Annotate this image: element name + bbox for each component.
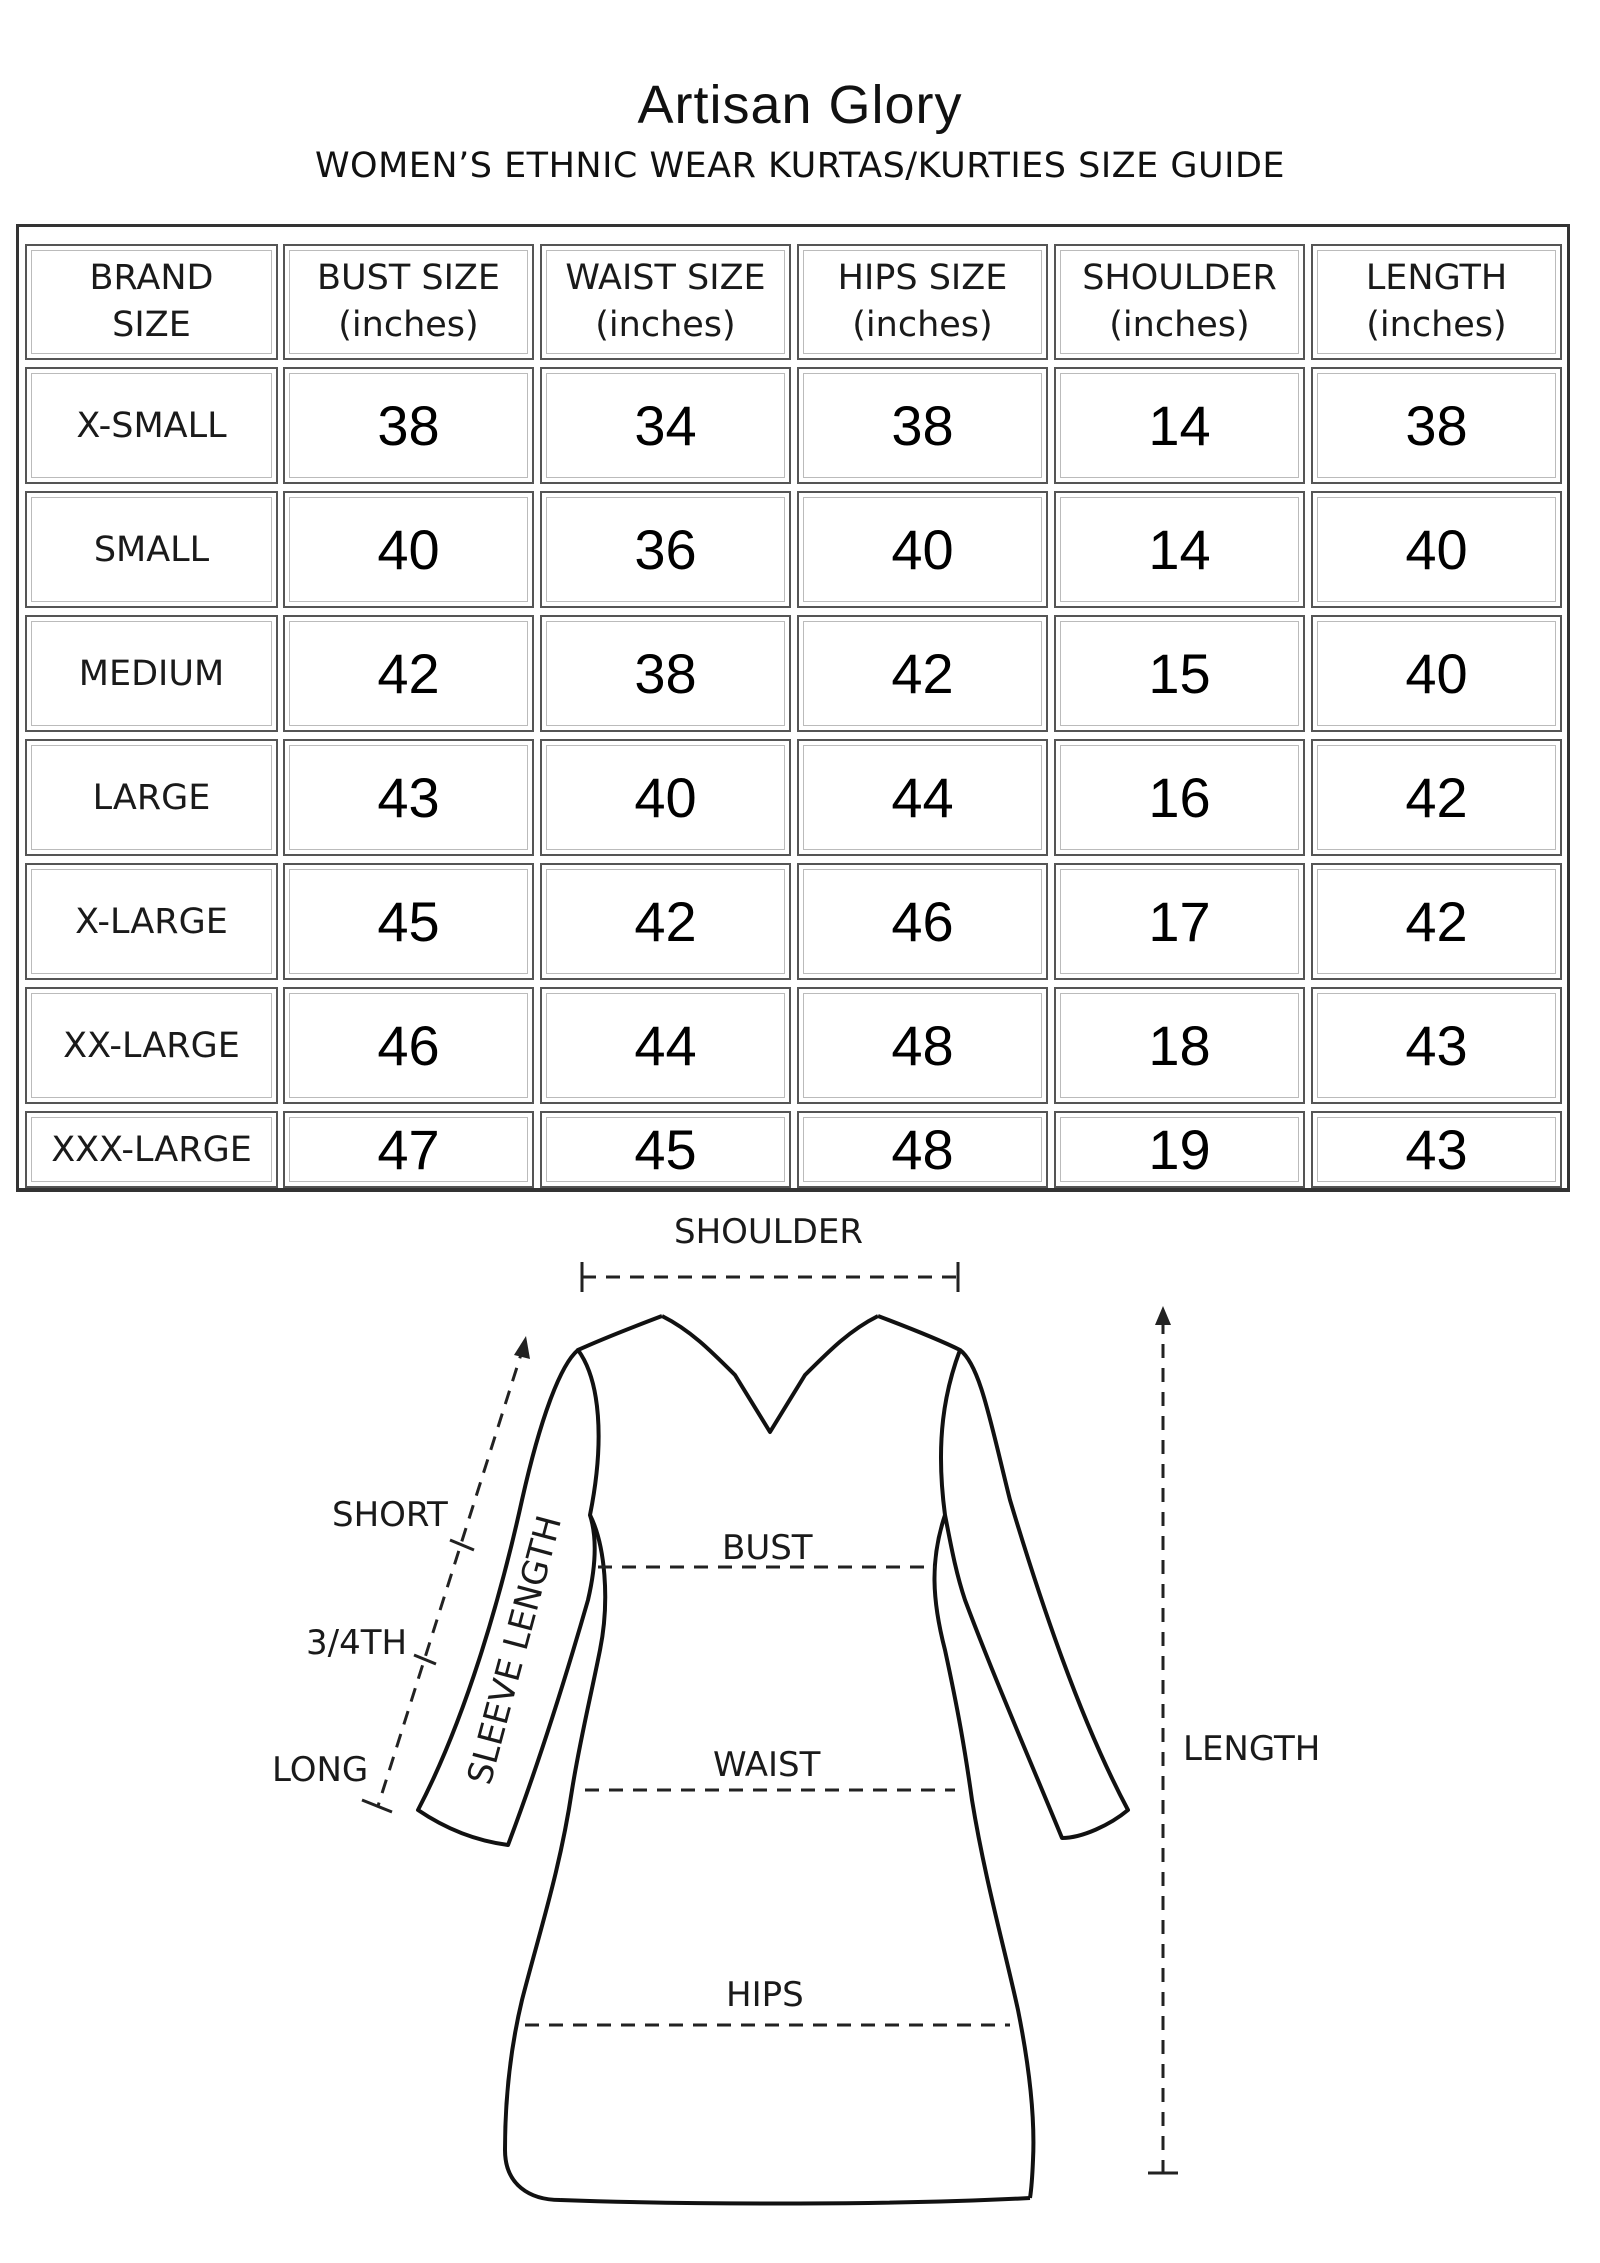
row-size-label: X-LARGE (25, 863, 278, 980)
header-line: (inches) (595, 305, 736, 345)
short-label: SHORT (332, 1495, 448, 1535)
shoulder-value: 15 (1054, 615, 1305, 732)
header-line: LENGTH (1365, 257, 1508, 298)
long-label: LONG (272, 1750, 369, 1790)
body-measure-lines (525, 1567, 1010, 2025)
waist-value: 44 (540, 987, 791, 1104)
length-arrow-head (1155, 1306, 1171, 1325)
hips-label: HIPS (726, 1975, 804, 2015)
header-line: HIPS SIZE (837, 257, 1008, 298)
header-line: BRAND (89, 257, 214, 298)
length-value: 43 (1311, 987, 1562, 1104)
length-measure-line (1148, 1320, 1178, 2173)
row-size-label: LARGE (25, 739, 278, 856)
hips-value: 44 (797, 739, 1048, 856)
header-line: (inches) (852, 305, 993, 345)
length-value: 40 (1311, 615, 1562, 732)
header-line: (inches) (1366, 305, 1507, 345)
row-size-label: XXX-LARGE (25, 1111, 278, 1188)
hips-value: 48 (797, 987, 1048, 1104)
brand-title: Artisan Glory (637, 75, 963, 135)
bust-label: BUST (722, 1528, 813, 1568)
bust-value: 43 (283, 739, 534, 856)
header-line: WAIST SIZE (565, 257, 766, 298)
row-size-label: XX-LARGE (25, 987, 278, 1104)
bust-value: 40 (283, 491, 534, 608)
header-line: BUST SIZE (317, 257, 500, 298)
waist-value: 40 (540, 739, 791, 856)
waist-value: 38 (540, 615, 791, 732)
header-line: SIZE (112, 305, 191, 345)
header-line: (inches) (1109, 305, 1250, 345)
shoulder-measure-line (582, 1262, 958, 1292)
row-size-label: SMALL (25, 491, 278, 608)
bust-value: 45 (283, 863, 534, 980)
sleeve-arrow-head (514, 1336, 530, 1359)
bust-value: 38 (283, 367, 534, 484)
waist-value: 34 (540, 367, 791, 484)
bust-value: 46 (283, 987, 534, 1104)
hips-value: 38 (797, 367, 1048, 484)
sleeve-length-label: SLEEVE LENGTH (459, 1511, 571, 1789)
length-label: LENGTH (1183, 1729, 1321, 1769)
bust-value: 47 (283, 1111, 534, 1188)
row-size-label: MEDIUM (25, 615, 278, 732)
length-value: 42 (1311, 863, 1562, 980)
header-line: SHOULDER (1082, 257, 1277, 298)
waist-value: 45 (540, 1111, 791, 1188)
shoulder-value: 14 (1054, 367, 1305, 484)
hips-value: 46 (797, 863, 1048, 980)
shoulder-label: SHOULDER (674, 1212, 864, 1252)
length-value: 38 (1311, 367, 1562, 484)
waist-value: 36 (540, 491, 791, 608)
waist-value: 42 (540, 863, 791, 980)
length-value: 43 (1311, 1111, 1562, 1188)
hips-value: 40 (797, 491, 1048, 608)
shoulder-value: 14 (1054, 491, 1305, 608)
hips-value: 48 (797, 1111, 1048, 1188)
length-value: 40 (1311, 491, 1562, 608)
length-value: 42 (1311, 739, 1562, 856)
shoulder-value: 18 (1054, 987, 1305, 1104)
shoulder-value: 19 (1054, 1111, 1305, 1188)
shoulder-value: 16 (1054, 739, 1305, 856)
bust-value: 42 (283, 615, 534, 732)
hips-value: 42 (797, 615, 1048, 732)
row-size-label: X-SMALL (25, 367, 278, 484)
shoulder-value: 17 (1054, 863, 1305, 980)
waist-label: WAIST (713, 1745, 821, 1785)
page-subtitle: WOMEN’S ETHNIC WEAR KURTAS/KURTIES SIZE GUIDE (314, 146, 1286, 186)
three-quarter-label: 3/4TH (306, 1623, 408, 1663)
header-line: (inches) (338, 305, 479, 345)
